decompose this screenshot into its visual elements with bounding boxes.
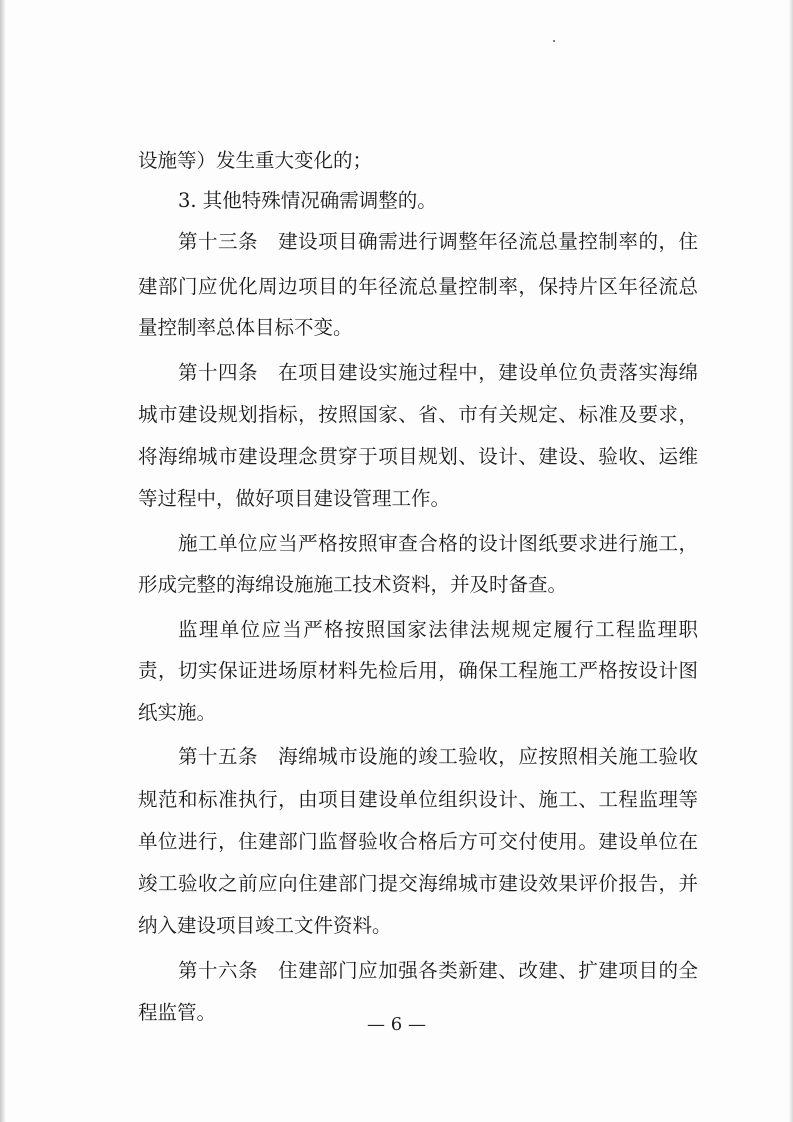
paragraph-line: 形成完整的海绵设施施工技术资料，并及时备查。 (138, 573, 568, 596)
paragraph-line: 等过程中，做好项目建设管理工作。 (138, 487, 451, 510)
page-number: — 6 — (367, 1014, 426, 1035)
paragraph-line: 纳入建设项目竣工文件资料。 (138, 914, 392, 937)
paragraph-line: 程监管。 (138, 1001, 217, 1024)
paragraph-line: 竣工验收之前应向住建部门提交海绵城市建设效果评价报告，并 (138, 872, 698, 895)
scan-speck (553, 40, 555, 42)
paragraph-line: 城市建设规划指标，按照国家、省、市有关规定、标准及要求， (138, 403, 698, 426)
paragraph-line: 3. 其他特殊情况确需调整的。 (178, 189, 437, 212)
paragraph-line: 将海绵城市建设理念贯穿于项目规划、设计、建设、验收、运维 (138, 445, 698, 468)
article-16-heading-line: 第十六条 住建部门应加强各类新建、改建、扩建项目的全 (178, 959, 698, 982)
scan-left-edge (0, 0, 6, 1122)
paragraph-line: 量控制率总体目标不变。 (138, 316, 353, 339)
paragraph-line: 规范和标准执行，由项目建设单位组织设计、施工、工程监理等 (138, 788, 698, 811)
paragraph-line: 施工单位应当严格按照审查合格的设计图纸要求进行施工， (178, 532, 698, 555)
paragraph-line: 责，切实保证进场原材料先检后用，确保工程施工严格按设计图 (138, 659, 698, 682)
article-14-heading-line: 第十四条 在项目建设实施过程中，建设单位负责落实海绵 (178, 361, 698, 384)
paragraph-line: 监理单位应当严格按照国家法律法规规定履行工程监理职 (178, 618, 698, 641)
scan-right-edge (789, 0, 793, 1122)
paragraph-line: 设施等）发生重大变化的； (138, 149, 373, 172)
paragraph-line: 建部门应优化周边项目的年径流总量控制率，保持片区年径流总 (138, 275, 698, 298)
article-15-heading-line: 第十五条 海绵城市设施的竣工验收，应按照相关施工验收 (178, 745, 698, 768)
article-13-heading-line: 第十三条 建设项目确需进行调整年径流总量控制率的，住 (178, 230, 698, 253)
paragraph-line: 单位进行，住建部门监督验收合格后方可交付使用。建设单位在 (138, 830, 698, 853)
paragraph-line: 纸实施。 (138, 701, 217, 724)
